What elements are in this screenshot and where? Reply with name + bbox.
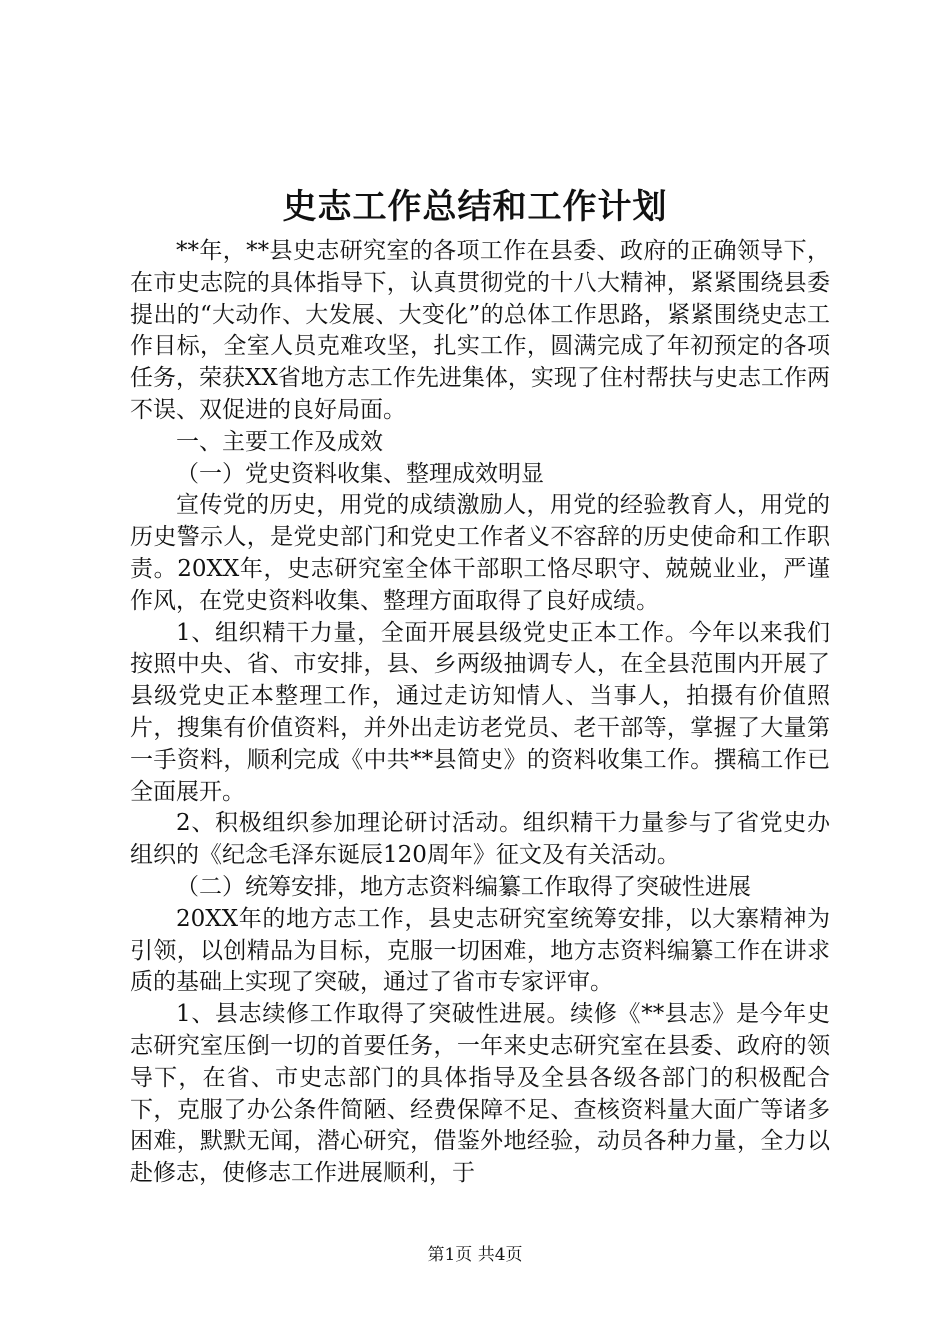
- page-title: 史志工作总结和工作计划: [282, 187, 668, 227]
- paragraph-party-history: 宣传党的历史，用党的成绩激励人，用党的经验教育人，用党的历史警示人，是党史部门和党史工作者义不容辞的历史使命和工作职责。20XX年，史志研究室全体干部职工恪尽职守、兢兢业业，严谨作风，在党史资料收集、整理方面取得了良好成绩。: [130, 492, 830, 614]
- subsection-heading-1: （一）党史资料收集、整理成效明显: [176, 460, 544, 487]
- paragraph-intro: **年，**县史志研究室的各项工作在县委、政府的正确领导下，在市史志院的具体指导下，认真贯彻党的十八大精神，紧紧围绕县委提出的“大动作、大发展、大变化”的总体工作思路，紧紧围绕史志工作目标，全室人员克难攻坚，扎实工作，圆满完成了年初预定的各项任务，荣获XX省地方志工作先进集体，实现了住村帮扶与史志工作两不误、双促进的良好局面。: [130, 238, 830, 423]
- paragraph-local-chronicles: 20XX年的地方志工作，县史志研究室统筹安排，以大寨精神为引领，以创精品为目标，克服一切困难，地方志资料编纂工作在讲求质的基础上实现了突破，通过了省市专家评审。: [130, 905, 830, 996]
- section-heading-1: 一、主要工作及成效: [176, 428, 383, 455]
- paragraph-item-2: 2、积极组织参加理论研讨活动。组织精干力量参与了省党史办组织的《纪念毛泽东诞辰120周年》征文及有关活动。: [130, 810, 830, 869]
- page-footer: 第1页 共4页: [427, 1245, 523, 1265]
- document-body: [130, 236, 830, 1190]
- paragraph-item-1: 1、组织精干力量，全面开展县级党史正本工作。今年以来我们按照中央、省、市安排，县、乡两级抽调专人，在全县范围内开展了县级党史正本整理工作，通过走访知情人、当事人，拍摄有价值照片，搜集有价值资料，并外出走访老党员、老干部等，掌握了大量第一手资料，顺利完成《中共**县简史》的资料收集工作。撰稿工作已全面展开。: [130, 619, 830, 805]
- paragraph-county-annals: 1、县志续修工作取得了突破性进展。续修《**县志》是今年史志研究室压倒一切的首要任务，一年来史志研究室在县委、政府的领导下，在省、市史志部门的具体指导及全县各级各部门的积极配合下，克服了办公条件简陋、经费保障不足、查核资料量大面广等诸多困难，默默无闻，潜心研究，借鉴外地经验，动员各种力量，全力以赴修志，使修志工作进展顺利，于: [130, 1001, 830, 1187]
- subsection-heading-2: （二）统筹安排，地方志资料编纂工作取得了突破性进展: [176, 873, 751, 900]
